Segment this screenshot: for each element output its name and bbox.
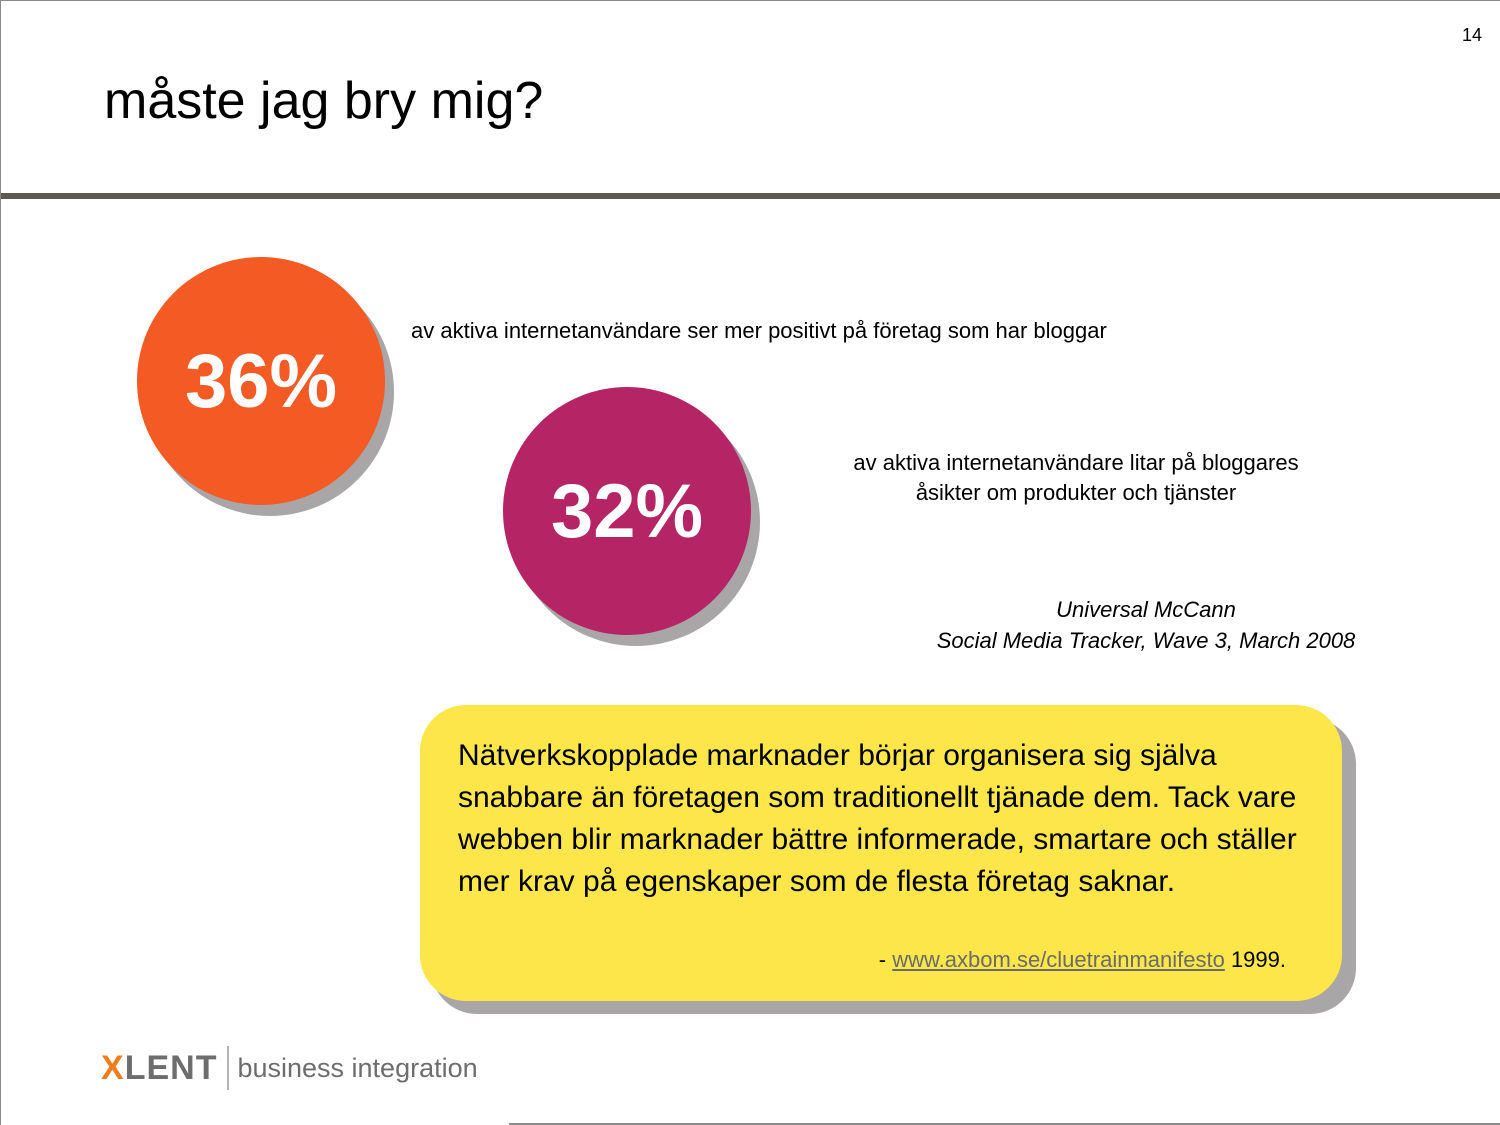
stat-text-line: av aktiva internetanvändare ser mer positivt på företag som har bloggar — [411, 318, 1107, 343]
logo-x: X — [101, 1048, 125, 1087]
attribution-prefix: - — [878, 947, 893, 972]
quote-text: Nätverkskopplade marknader börjar organisera sig själva snabbare än företagen som traditionellt tjänade dem. Tack vare webben blir marknader bättre informerade, smartare och ställer mer krav på egenskaper som de flesta företag saknar. — [458, 739, 1297, 898]
title-divider — [1, 193, 1500, 199]
slide-title: måste jag bry mig? — [104, 72, 544, 130]
stat-value-36: 36% — [137, 257, 385, 505]
quote-box — [420, 705, 1342, 1001]
stat-bubble-32 — [503, 387, 753, 637]
stat-text-line: av aktiva internetanvändare litar på bloggares — [853, 450, 1299, 475]
logo-tagline: business integration — [237, 1052, 478, 1083]
page-number: 14 — [1461, 25, 1482, 45]
logo-separator — [227, 1046, 229, 1090]
xlent-logo — [101, 1046, 478, 1090]
stat-text-32 — [781, 448, 1371, 508]
source-line: Social Media Tracker, Wave 3, March 2008 — [936, 628, 1356, 653]
stat-text-line: åsikter om produkter och tjänster — [915, 480, 1237, 505]
stat-bubble-36 — [137, 257, 387, 507]
source-citation — [871, 594, 1421, 656]
stat-value-32: 32% — [503, 387, 751, 635]
quote-attribution — [879, 947, 1286, 973]
attribution-year: 1999. — [1224, 947, 1286, 972]
stat-text-36 — [411, 316, 1107, 346]
source-line: Universal McCann — [1056, 597, 1236, 622]
logo-lent: LENT — [124, 1048, 218, 1087]
cluetrain-link[interactable]: www.axbom.se/cluetrainmanifesto — [892, 947, 1225, 972]
